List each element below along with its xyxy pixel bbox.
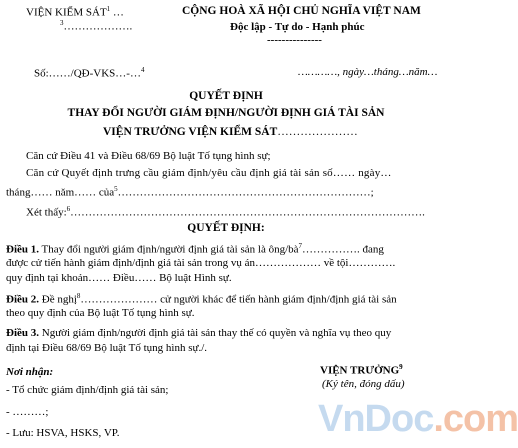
- recipient-item: - Tổ chức giám định/định giá tài sản;: [6, 384, 169, 396]
- doc-subject: THAY ĐỔI NGƯỜI GIÁM ĐỊNH/NGƯỜI ĐỊNH GIÁ TÀI SẢN: [67, 107, 385, 119]
- article-2-trail: ………………… cử người khác để tiến hành giám định/định giá tài sản: [80, 293, 397, 306]
- recipients-label: Nơi nhận:: [6, 366, 54, 378]
- footnote-ref: 4: [140, 66, 145, 74]
- article-1-text: Thay đổi người giám định/người định giá tài sản là ông/bà: [39, 243, 299, 256]
- agency-sub-text: ……………….: [63, 20, 133, 33]
- recipient-item: - ………;: [6, 406, 49, 418]
- doc-issuer: [103, 126, 358, 138]
- basis-line-3: [26, 205, 425, 219]
- article-2-text: Đề nghị: [39, 293, 77, 306]
- signature-title: [320, 363, 403, 377]
- article-3-text: Người giám định/người định giá tài sản thay thế có quyền và nghĩa vụ theo quy: [39, 327, 392, 339]
- agency-name-trail: …: [110, 6, 124, 19]
- motto-rule: ---------------: [267, 34, 322, 46]
- article-1-line-3: quy định tại khoản…… Điều…… Bộ luật Hình sự.: [6, 272, 232, 284]
- signature-note: (Ký tên, đóng dấu): [322, 378, 405, 390]
- basis-line-1: Căn cứ Điều 41 và Điều 68/69 Bộ luật Tố tụng hình sự;: [26, 150, 271, 162]
- doc-issuer-text: VIỆN TRƯỞNG VIỆN KIỂM SÁT: [103, 126, 278, 138]
- signature-title-text: VIỆN TRƯỞNG: [320, 364, 400, 377]
- footnote-ref: 1: [106, 5, 111, 13]
- agency-sub-name: [60, 19, 132, 33]
- article-3-line-2: định tại Điều 68/69 Bộ luật Tố tụng hình sự./.: [6, 342, 208, 354]
- article-1-label: Điều 1.: [6, 243, 39, 256]
- basis-line-2a: Căn cứ Quyết định trưng cầu giám định/yêu cầu định giá tài sản số…… ngày…: [26, 167, 392, 179]
- footnote-ref: 8: [76, 292, 81, 300]
- footnote-ref: 9: [399, 363, 403, 371]
- article-1-line-1: [6, 242, 384, 256]
- article-2-label: Điều 2.: [6, 293, 39, 306]
- article-3-line-1: [6, 327, 391, 339]
- basis-line-3-text: Xét thấy:: [26, 206, 67, 219]
- doc-issuer-trail: …………………: [277, 126, 358, 138]
- watermark-text: VnDoc: [318, 398, 434, 440]
- basis-line-2b-text: tháng…… năm…… của: [6, 186, 115, 199]
- basis-line-3-trail: …………………………………………………………………………………….: [70, 206, 425, 219]
- recipient-item: - Lưu: HSVA, HSKS, VP.: [6, 427, 120, 439]
- agency-name: [26, 5, 124, 19]
- watermark-domain: .com: [433, 398, 518, 440]
- footnote-ref: 5: [114, 185, 118, 193]
- article-1-line-2: được cử tiến hành giám định/định giá tài sản trong vụ án……………… về tội………….: [6, 257, 396, 269]
- doc-type-title: QUYẾT ĐỊNH: [189, 90, 263, 102]
- article-1-trail: ……………. đang: [302, 243, 384, 256]
- watermark-logo: [318, 398, 518, 441]
- document-number-text: Số:……/QĐ-VKS…-…: [34, 67, 141, 80]
- article-3-label: Điều 3.: [6, 327, 39, 339]
- article-2-line-2: theo quy định của Bộ luật Tố tụng hình sự.: [6, 307, 195, 319]
- place-date: …………, ngày…tháng…năm…: [298, 66, 438, 78]
- article-2-line-1: [6, 292, 397, 306]
- footnote-ref: 7: [298, 242, 303, 250]
- footnote-ref: 6: [66, 205, 71, 213]
- agency-name-text: VIỆN KIỂM SÁT: [26, 6, 107, 19]
- basis-line-2b: [6, 185, 374, 199]
- motto: Độc lập - Tự do - Hạnh phúc: [230, 21, 365, 33]
- decision-heading: QUYẾT ĐỊNH:: [187, 222, 265, 234]
- footnote-ref: 3: [60, 19, 64, 27]
- country-name: CỘNG HOÀ XÃ HỘI CHỦ NGHĨA VIỆT NAM: [182, 5, 421, 17]
- document-number: [34, 66, 144, 80]
- basis-line-2b-trail: ……………………………………………………………;: [117, 186, 374, 199]
